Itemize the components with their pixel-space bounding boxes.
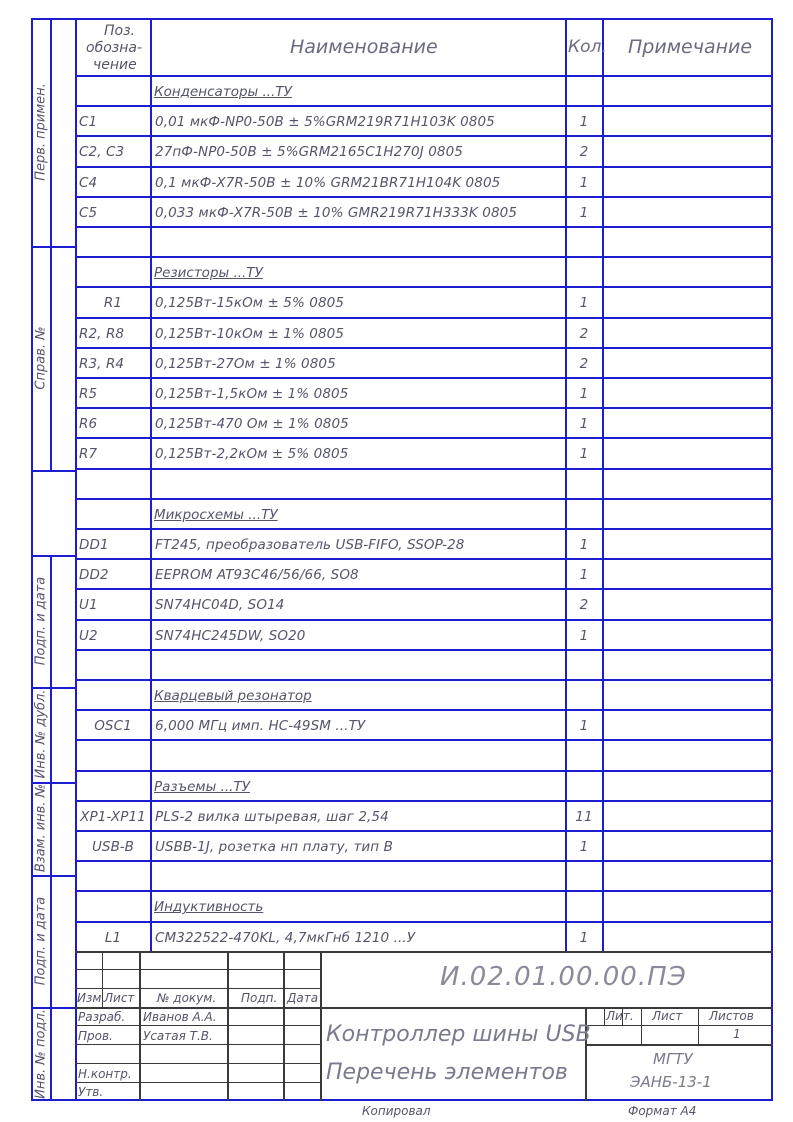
element-quantity: 1 — [579, 204, 589, 221]
element-name: SN74HC245DW, SO20 — [155, 627, 306, 644]
tb-podp: Подп. — [241, 991, 278, 1005]
org-group: ЭАНБ-13-1 — [630, 1073, 712, 1091]
title-line-1: Контроллер шины USB — [326, 1022, 591, 1047]
row-divider — [75, 286, 773, 288]
row-divider — [75, 317, 773, 319]
doc-code: И.02.01.00.00.ПЭ — [440, 962, 687, 992]
position-designator: L1 — [104, 929, 122, 946]
title-line-2: Перечень элементов — [326, 1060, 568, 1085]
element-name: EEPROM AT93C46/56/66, SO8 — [155, 567, 359, 584]
element-quantity: 2 — [579, 325, 589, 342]
element-quantity: 1 — [579, 839, 589, 855]
element-name: 0,125Вт-27Ом ± 1% 0805 — [155, 355, 336, 372]
position-designator: USB-B — [91, 839, 135, 855]
row-divider — [75, 709, 773, 711]
side-vzam-inv: Взам. инв. № — [33, 783, 49, 873]
element-name: FT245, преобразователь USB-FIFO, SSOP-28 — [155, 537, 465, 553]
element-name: 0,125Вт-2,2кОм ± 5% 0805 — [155, 446, 349, 463]
header-note: Примечание — [628, 36, 753, 58]
tb-data: Дата — [287, 991, 319, 1005]
row-divider — [75, 468, 773, 470]
tb-utv: Утв. — [78, 1085, 104, 1099]
row-divider — [75, 679, 773, 681]
org-name: МГТУ — [653, 1050, 693, 1068]
row-divider — [75, 105, 773, 107]
element-name: SN74HC04D, SO14 — [155, 597, 285, 614]
row-divider — [75, 347, 773, 349]
tb-prov-name: Усатая Т.В. — [143, 1029, 213, 1043]
element-quantity: 1 — [579, 929, 589, 946]
position-designator: XP1-XP11 — [80, 808, 146, 825]
element-name: 0,125Вт-1,5кОм ± 1% 0805 — [155, 386, 349, 402]
category-name: Микросхемы ...ТУ — [154, 506, 278, 523]
tb-lit: Лит. — [606, 1009, 634, 1023]
row-divider — [75, 860, 773, 862]
side-sprav-no: Справ. № — [33, 326, 49, 390]
side-podp-data-1: Подп. и дата — [33, 576, 49, 666]
position-designator: U1 — [79, 597, 98, 614]
category-name: Резисторы ...ТУ — [154, 265, 263, 282]
position-designator: R2, R8 — [79, 325, 125, 342]
element-quantity: 1 — [579, 295, 589, 312]
tb-sheet: Лист — [652, 1009, 683, 1023]
tb-nkontr: Н.контр. — [78, 1067, 132, 1081]
row-divider — [75, 588, 773, 590]
row-divider — [75, 256, 773, 258]
row-divider — [75, 226, 773, 228]
row-divider — [75, 135, 773, 137]
header-qty: Кол. — [568, 37, 607, 57]
tb-izm: Изм. — [77, 991, 106, 1005]
tb-razrab-name: Иванов А.А. — [143, 1010, 217, 1024]
element-quantity: 2 — [579, 597, 589, 614]
row-divider — [75, 407, 773, 409]
row-divider — [75, 558, 773, 560]
position-designator: R1 — [103, 295, 123, 312]
row-divider — [75, 649, 773, 651]
element-quantity: 2 — [579, 355, 589, 372]
header-pos-2: обозна- — [86, 40, 142, 56]
element-name: USBB-1J, розетка нп плату, тип B — [155, 839, 393, 855]
row-divider — [75, 619, 773, 621]
element-name: 0,1 мкФ-X7R-50B ± 10% GRM21BR71H104K 0805 — [155, 174, 501, 191]
row-divider — [75, 377, 773, 379]
tb-sheets-value: 1 — [733, 1027, 741, 1041]
side-inv-dubl: Инв. № дубл. — [33, 689, 49, 779]
side-inv-podl: Инв. № подл. — [33, 1009, 49, 1099]
element-name: 0,125Вт-15кОм ± 5% 0805 — [155, 295, 345, 312]
element-quantity: 1 — [579, 174, 589, 191]
side-podp-data-2: Подп. и дата — [33, 896, 49, 986]
element-name: 0,01 мкФ-NP0-50B ± 5%GRM219R71H103K 0805 — [155, 114, 495, 131]
tb-ndokum: № докум. — [157, 991, 217, 1005]
position-designator: OSC1 — [94, 718, 132, 735]
element-name: 27пФ-NP0-50B ± 5%GRM2165C1H270J 0805 — [155, 144, 463, 161]
position-designator: R3, R4 — [79, 355, 125, 372]
element-quantity: 1 — [579, 718, 589, 735]
row-divider — [75, 890, 773, 892]
position-designator: R6 — [79, 416, 98, 433]
category-name: Индуктивность — [154, 899, 264, 916]
row-divider — [75, 437, 773, 439]
row-divider — [75, 196, 773, 198]
row-divider — [75, 166, 773, 168]
row-divider — [75, 498, 773, 500]
element-name: PLS-2 вилка штыревая, шаг 2,54 — [155, 808, 389, 825]
element-name: CM322522-470KL, 4,7мкГнб 1210 ...У — [155, 929, 416, 946]
element-quantity: 1 — [579, 114, 589, 131]
header-name: Наименование — [290, 36, 438, 58]
row-divider — [75, 770, 773, 772]
category-name: Разъемы ...ТУ — [154, 778, 250, 795]
footer-format: Формат А4 — [628, 1104, 697, 1118]
element-quantity: 11 — [575, 808, 593, 825]
element-name: 0,125Вт-470 Ом ± 1% 0805 — [155, 416, 349, 433]
element-quantity: 1 — [579, 416, 589, 433]
tb-list: Лист — [104, 991, 135, 1005]
position-designator: R7 — [79, 446, 98, 463]
tb-prov: Пров. — [78, 1029, 113, 1043]
position-designator: C2, C3 — [79, 144, 125, 161]
row-divider — [75, 739, 773, 741]
element-quantity: 1 — [579, 627, 589, 644]
row-divider — [75, 921, 773, 923]
header-pos-3: чение — [93, 57, 137, 73]
position-designator: C4 — [79, 174, 98, 191]
row-divider — [75, 830, 773, 832]
side-perv-primen: Перв. примен. — [33, 83, 49, 181]
position-designator: U2 — [79, 627, 98, 644]
category-name: Конденсаторы ...ТУ — [154, 84, 292, 100]
tb-sheets: Листов — [709, 1009, 754, 1023]
header-pos-1: Поз. — [104, 23, 135, 39]
position-designator: R5 — [79, 386, 98, 402]
element-quantity: 1 — [579, 537, 589, 553]
position-designator: C1 — [79, 114, 98, 131]
footer-copied: Копировал — [362, 1104, 431, 1118]
row-divider — [75, 528, 773, 530]
position-designator: DD2 — [79, 567, 109, 584]
element-name: 0,125Вт-10кОм ± 1% 0805 — [155, 325, 345, 342]
position-designator: DD1 — [79, 537, 109, 553]
element-name: 6,000 МГц имп. HC-49SM ...ТУ — [155, 718, 366, 735]
tb-razrab: Разраб. — [78, 1010, 126, 1024]
element-quantity: 1 — [579, 567, 589, 584]
element-quantity: 2 — [579, 144, 589, 161]
row-divider — [75, 800, 773, 802]
position-designator: C5 — [79, 204, 98, 221]
element-quantity: 1 — [579, 386, 589, 402]
category-name: Кварцевый резонатор — [154, 688, 312, 704]
element-quantity: 1 — [579, 446, 589, 463]
element-name: 0,033 мкФ-X7R-50B ± 10% GMR219R71H333K 0805 — [155, 204, 518, 221]
